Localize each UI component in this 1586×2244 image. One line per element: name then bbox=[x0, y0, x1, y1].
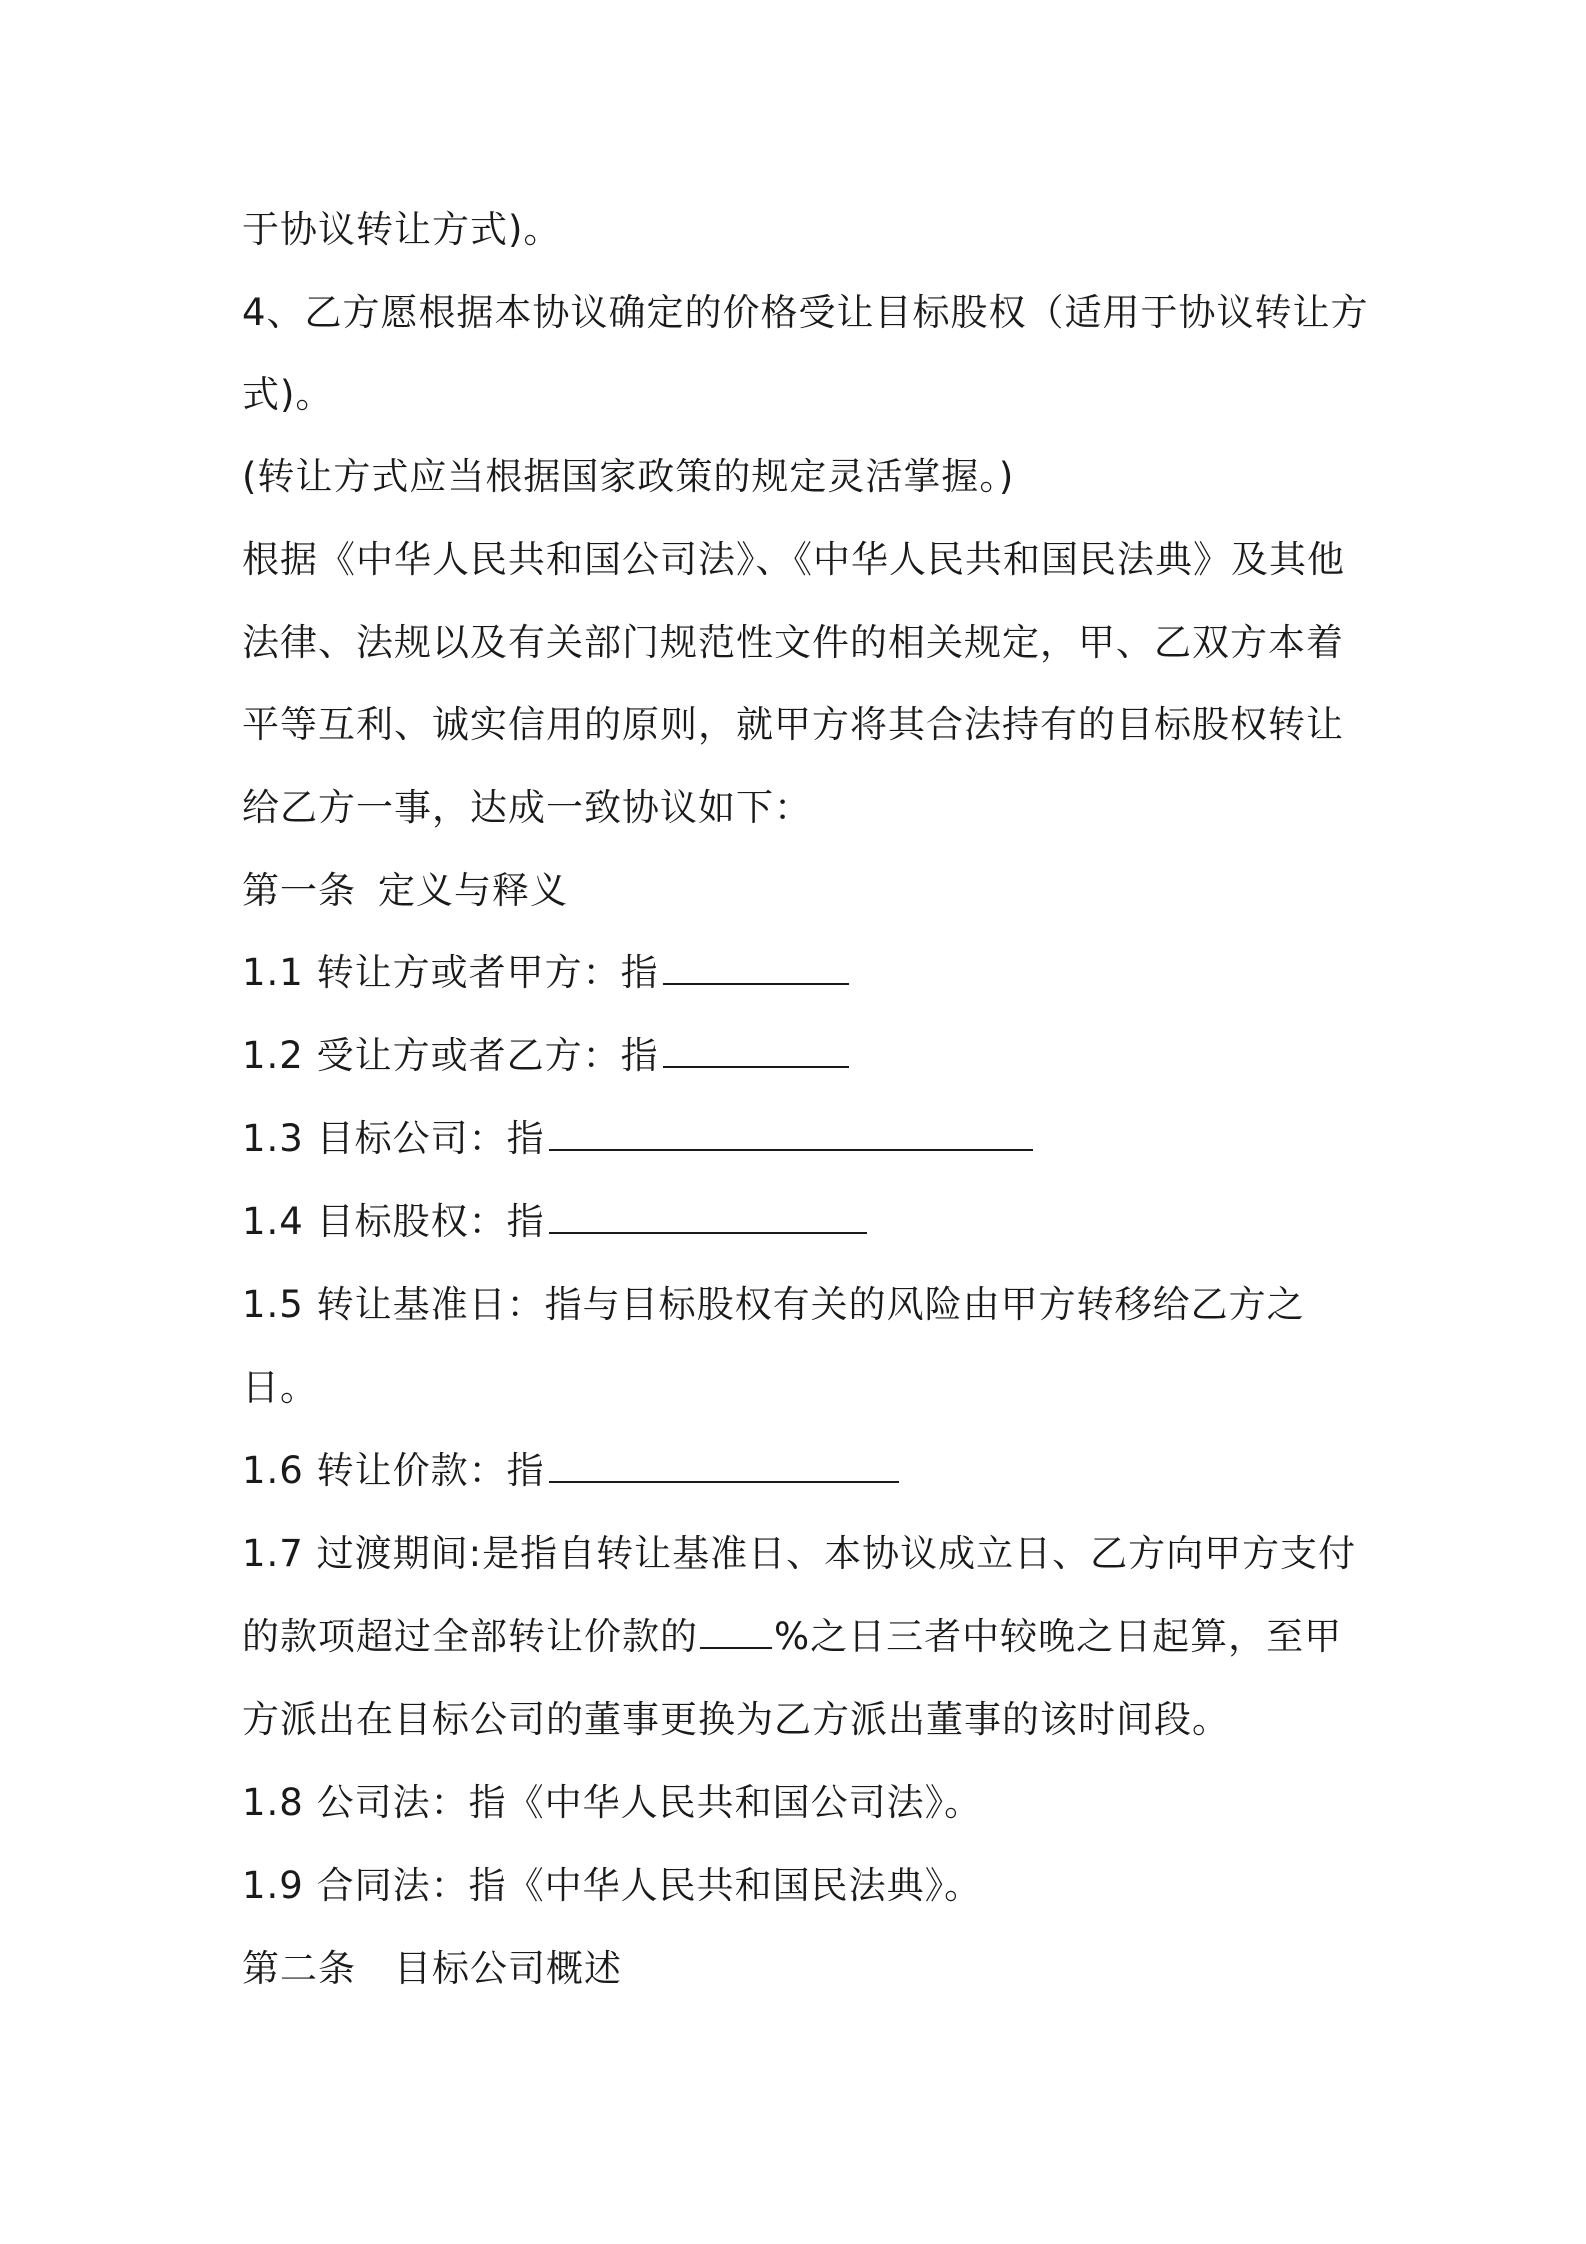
definition-1-9: 1.9 合同法：指《中华人民共和国民法典》。 bbox=[242, 1864, 983, 1907]
paragraph-line bbox=[242, 1612, 1342, 1662]
note-line: (转让方式应当根据国家政策的规定灵活掌握。) bbox=[242, 455, 1015, 498]
article-title: 目标公司概述 bbox=[394, 1947, 622, 1990]
definition-1-5: 1.5 转让基准日：指与目标股权有关的风险由甲方转移给乙方之 bbox=[242, 1283, 1305, 1326]
definition-1-3 bbox=[242, 1114, 1033, 1164]
paragraph-line: 4、乙方愿根据本协议确定的价格受让目标股权（适用于协议转让方 bbox=[242, 291, 1369, 334]
paragraph-line: 根据《中华人民共和国公司法》、《中华人民共和国民法典》及其他 bbox=[242, 538, 1345, 581]
fill-in-blank[interactable] bbox=[663, 1032, 849, 1068]
definition-1-6 bbox=[242, 1446, 899, 1496]
definition-1-7: 1.7 过渡期间:是指自转让基准日、本协议成立日、乙方向甲方支付 bbox=[242, 1532, 1357, 1575]
paragraph-line: 平等互利、诚实信用的原则，就甲方将其合法持有的目标股权转让 bbox=[242, 703, 1344, 746]
definition-1-8: 1.8 公司法：指《中华人民共和国公司法》。 bbox=[242, 1781, 983, 1824]
fill-in-blank[interactable] bbox=[549, 1447, 899, 1483]
definition-label: 1.6 转让价款：指 bbox=[242, 1449, 545, 1492]
article-heading-1 bbox=[242, 866, 568, 916]
article-title: 定义与释义 bbox=[378, 869, 568, 912]
definition-label: 1.3 目标公司：指 bbox=[242, 1117, 545, 1160]
fill-in-blank[interactable] bbox=[549, 1115, 1033, 1151]
article-number: 第二条 bbox=[242, 1947, 356, 1990]
paragraph-line: 于协议转让方式)。 bbox=[242, 208, 562, 251]
fill-in-blank[interactable] bbox=[663, 949, 849, 985]
definition-label: 1.4 目标股权：指 bbox=[242, 1200, 545, 1243]
definition-label: 1.1 转让方或者甲方：指 bbox=[242, 951, 659, 994]
definition-1-1 bbox=[242, 948, 849, 998]
fill-in-blank[interactable] bbox=[549, 1198, 867, 1234]
definition-label: 1.2 受让方或者乙方：指 bbox=[242, 1034, 659, 1077]
article-heading-2 bbox=[242, 1944, 622, 1994]
text-segment: 的款项超过全部转让价款的 bbox=[242, 1615, 698, 1658]
paragraph-line: 给乙方一事，达成一致协议如下： bbox=[242, 786, 812, 829]
paragraph-line: 式)。 bbox=[242, 373, 334, 416]
article-number: 第一条 bbox=[242, 869, 356, 912]
paragraph-line: 日。 bbox=[242, 1366, 318, 1409]
text-segment: %之日三者中较晚之日起算，至甲 bbox=[774, 1615, 1343, 1658]
paragraph-line: 法律、法规以及有关部门规范性文件的相关规定，甲、乙双方本着 bbox=[242, 621, 1344, 664]
definition-1-4 bbox=[242, 1197, 867, 1247]
definition-1-2 bbox=[242, 1031, 849, 1081]
percent-blank[interactable] bbox=[700, 1613, 772, 1649]
paragraph-line: 方派出在目标公司的董事更换为乙方派出董事的该时间段。 bbox=[242, 1698, 1230, 1741]
